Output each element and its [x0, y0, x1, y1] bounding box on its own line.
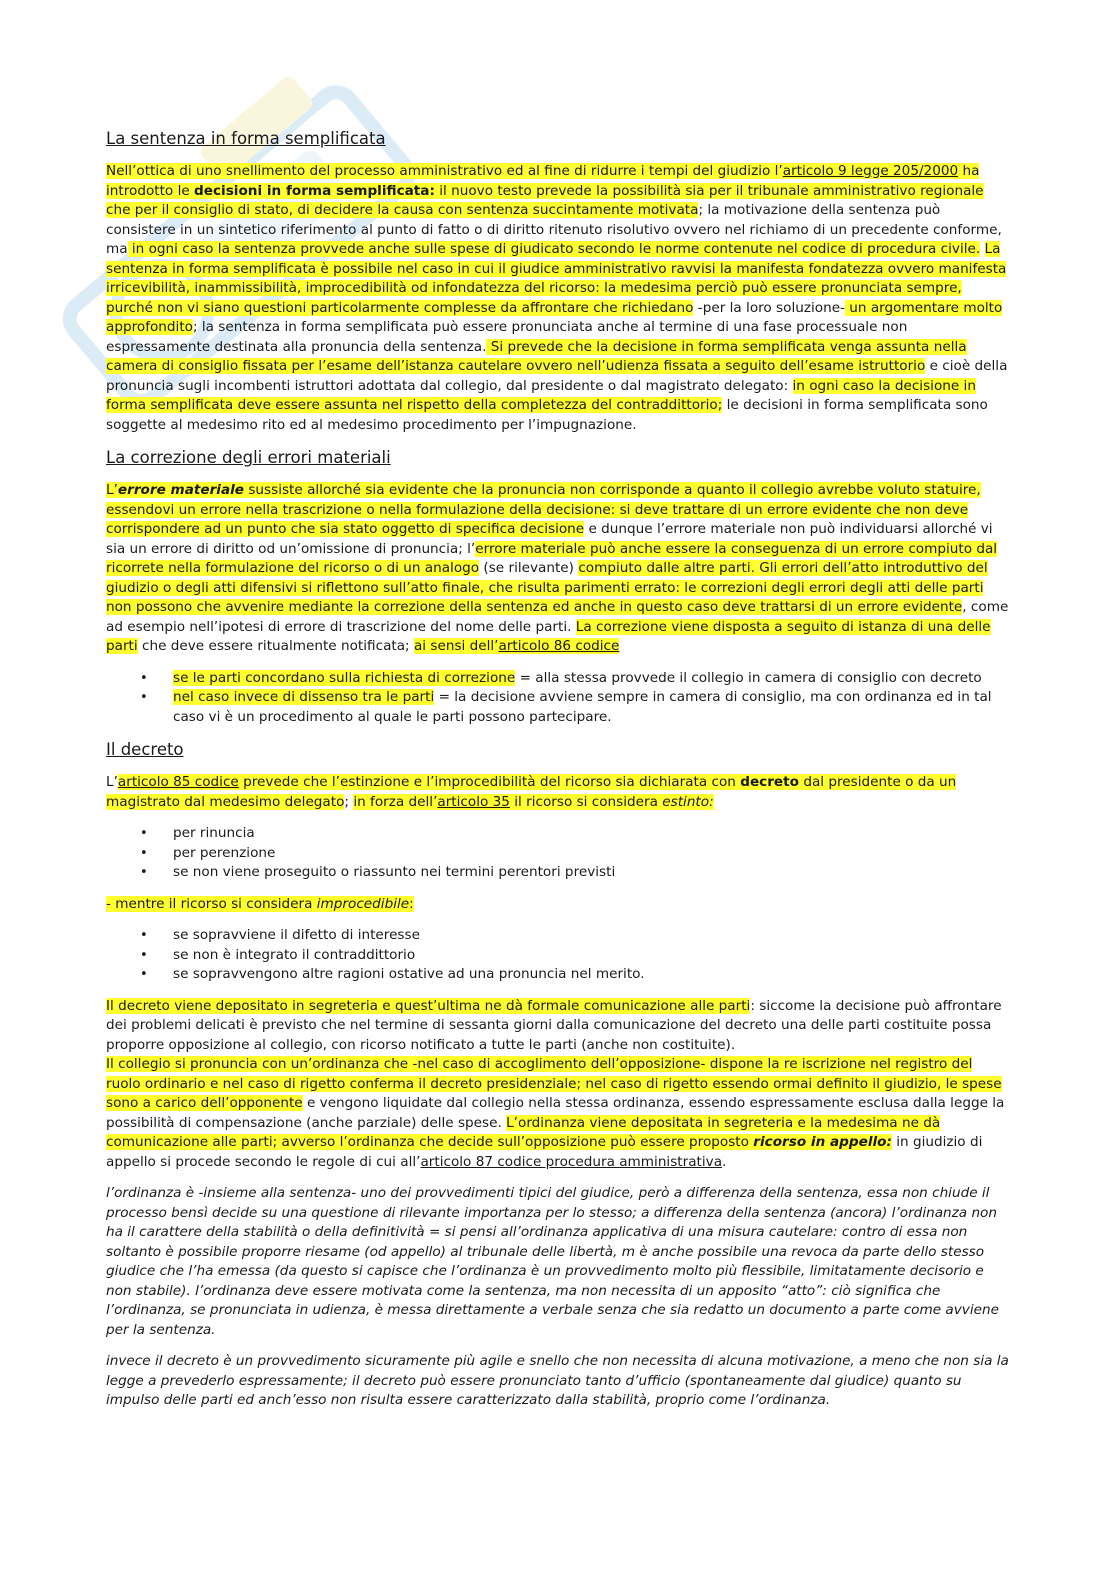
text-run: per rinuncia [173, 825, 255, 841]
text-run: , come ad esempio nell’ipotesi di errore di trascrizione del nome delle parti. [106, 599, 1009, 635]
text-run: L’ordinanza viene depositata in segreteria e la medesima ne dà comunicazione alle parti; avverso l’ordinanza che decide sull’opposizione può essere proposto [106, 1114, 941, 1150]
bullet-list-correzione [106, 669, 1011, 728]
text-run: La sentenza in forma semplificata è possibile nel caso in cui il giudice amministrativo ravvisi la manifesta fondatezza ovvero manifesta irricevibilità, inammissibilità, improcedibilità od infondatezza del ricorso: la medesima perciò può essere pronunciata sempre, purché non vi siano questioni particolarmente complesse da affrontare che richiedano [106, 241, 1007, 316]
list-item [106, 965, 1011, 985]
text-run: compiuto dalle altre parti. Gli errori dell’atto introduttivo del giudizio o degli atti difensivi si riflettono sull’atto finale, che risulta parimenti errato: le correzioni degli errori degli atti delle parti non possono che avvenire mediante la correzione della sentenza ed anche in questo caso deve trattarsi di un errore evidente [106, 560, 988, 615]
text-run: ha introdotto le [106, 163, 980, 199]
text-run: decisioni in forma semplificata: [194, 182, 435, 199]
text-run: (se rilevante) [479, 560, 579, 576]
text-run: in ogni caso la sentenza provvede anche sulle spese di giudicato secondo le norme contenute nel codice di procedura civile. [127, 241, 981, 257]
text-run: -per la loro soluzione- [693, 299, 845, 316]
list-item [106, 688, 1011, 727]
text-run: : [409, 895, 414, 912]
text-run: ai sensi dell’ [413, 638, 499, 654]
text-run: se sopravviene il difetto di interesse [173, 927, 420, 943]
text-run: ricorso in appello: [753, 1134, 892, 1150]
text-run: dal presidente o da un magistrato dal medesimo delegato [106, 774, 957, 810]
text-run: prevede che l’estinzione e l’improcedibilità del ricorso sia dichiarata con [238, 774, 741, 790]
text-run: Si prevede che la decisione in forma semplificata venga assunta nella camera di consiglio fissata per l’esame dell’istanza cautelare ovvero nell’udienza fissata a seguito dell’esame istruttorio [106, 338, 967, 374]
paragraph-correzione [106, 481, 1011, 657]
text-run: decreto [740, 774, 799, 790]
text-run: errore materiale [117, 482, 245, 498]
paragraph-decreto [106, 773, 1011, 812]
text-run: estinto: [662, 793, 714, 810]
text-run: e vengono liquidate dal collegio nella stessa ordinanza, essendo espressamente esclusa dalla legge la possibilità di compensazione (anche parziale) delle spese. [106, 1095, 1005, 1131]
text-run: un argomentare molto approfondito [106, 299, 1003, 335]
text-run: e cioè della pronuncia sugli incombenti istruttori adottata dal collegio, dal presidente o dal magistrato delegato: [106, 358, 1008, 394]
text-run: L’ [106, 774, 118, 790]
text-run: e dunque l’errore materiale non può individuarsi allorché vi sia un errore di diritto od un’omissione di pronuncia; l’ [106, 521, 993, 557]
paragraph-decreto-agile: invece il decreto è un provvedimento sicuramente più agile e snello che non necessita di alcuna motivazione, a meno che non sia la legge a prevederlo espressamente; il decreto può essere pronunciato tanto d’ufficio (spontaneamente dal giudice) quanto su impulso delle parti ed anch’esso non risulta essere caratterizzato dalla stabilità, proprio come l’ordinanza. [106, 1353, 1009, 1408]
text-run: se sopravvengono altre ragioni ostative ad una pronuncia nel merito. [173, 966, 645, 982]
list-item [106, 863, 1011, 883]
list-item [106, 946, 1011, 966]
paragraph-improcedibile [106, 895, 1011, 915]
text-run: - mentre il ricorso si considera [106, 895, 317, 912]
section-title-correzione: La correzione degli errori materiali [106, 448, 391, 467]
text-run: se non viene proseguito o riassunto nei termini perentori previsti [173, 864, 616, 880]
text-run: Il collegio si pronuncia con un’ordinanza che -nel caso di accoglimento dell’opposizione- dispone la re iscrizione nel registro del ruolo ordinario e nel caso di rigetto conferma il decreto presidenziale; nel caso di rigetto essendo ormai definito il giudizio, le spese sono a carico dell’opponente [106, 1056, 1002, 1111]
text-run: : siccome la decisione può affrontare dei problemi delicati è previsto che nel termine di sessanta giorni dalla comunicazione del decreto una delle parti costituite possa proporre opposizione al collegio, con ricorso notificato a tutte le parti (anche non costituite). [106, 997, 1002, 1053]
section-title-decreto: Il decreto [106, 740, 184, 759]
text-run: Il decreto viene depositato in segreteria e quest’ultima ne dà formale comunicazione alle parti [106, 997, 751, 1014]
text-run: L’ [106, 482, 118, 498]
text-run: in ogni caso la decisione in forma semplificata deve essere assunta nel rispetto della completezza del contraddittorio; [106, 377, 976, 413]
text-run: che deve essere ritualmente notificata; [137, 638, 414, 654]
paragraph-collegio [106, 1055, 1011, 1172]
text-run[interactable]: articolo 9 legge 205/2000 [782, 163, 959, 179]
bullet-list-improcedibile [106, 926, 1011, 985]
text-run: errore materiale può anche essere la conseguenza di un errore compiuto dal ricorrete nella formulazione del ricorso o di un analogo [106, 540, 998, 576]
text-run: Nell’ottica di uno snellimento del processo amministrativo ed al fine di ridurre i tempi del giudizio l’ [106, 163, 783, 179]
text-run: sussiste allorché sia evidente che la pronuncia non corrisponde a quanto il collegio avrebbe voluto statuire, essendovi un errore nella trascrizione o nella formulazione della decisione: si deve trattare di un errore evidente che non deve corrispondere ad un punto che sia stato oggetto di specifica decisione [106, 482, 981, 537]
text-run: il ricorso si considera [509, 793, 663, 810]
text-run[interactable]: articolo 87 codice procedura amministrativa [420, 1153, 723, 1170]
list-item [106, 844, 1011, 864]
text-run: in giudizio di appello si procede secondo le regole di cui all’ [106, 1134, 983, 1170]
text-run[interactable]: articolo 85 codice [117, 774, 239, 790]
section-title-sentenza: La sentenza in forma semplificata [106, 129, 386, 148]
text-run: il nuovo testo prevede la possibilità sia per il tribunale amministrativo regionale che per il consiglio di stato, di decidere la causa con sentenza succintamente motivata [106, 182, 984, 218]
list-item [106, 824, 1011, 844]
paragraph-deposito [106, 997, 1011, 1056]
paragraph-ordinanza: l’ordinanza è -insieme alla sentenza- uno dei provvedimenti tipici del giudice, però a differenza della sentenza, essa non chiude il processo bensì decide su una questione di rilevante importanza per lo stesso; a differenza della sentenza (ancora) l’ordinanza non ha il carattere della stabilità o della definitività = si pensi all’ordinanza applicativa di una misura cautelare: contro di essa non soltanto è possibile proporre riesame (od appello) al tribunale delle libertà, m è anche possibile una revoca da parte dello stesso giudice che l’ha emessa (da questo si capisce che l’ordinanza è un provvedimento molto più flessibile, limitatamente decisorio e non stabile). l’ordinanza deve essere motivata come la sentenza, ma non necessita di un apposito “atto”: ciò significa che l’ordinanza, se pronunciata in udienza, è messa direttamente a verbale senza che sia redatto un documento a parte come avviene per la sentenza. [106, 1185, 999, 1338]
text-run: per perenzione [173, 844, 276, 861]
text-run: se le parti concordano sulla richiesta di correzione [173, 669, 516, 686]
document-body [106, 128, 1011, 1423]
text-run[interactable]: articolo 35 [437, 793, 510, 810]
bullet-list-estinto [106, 824, 1011, 883]
text-run: in forza dell’ [353, 793, 438, 810]
text-run: ; la motivazione della sentenza può consistere in un sintetico riferimento al punto di fatto o di diritto ritenuto risolutivo ovvero nel richiamo di un precedente conforme, ma [106, 202, 1002, 257]
paragraph-sentenza [106, 162, 1011, 435]
text-run: . [722, 1153, 727, 1170]
text-run: ; [344, 793, 354, 810]
text-run: le decisioni in forma semplificata sono soggette al medesimo rito ed al medesimo procedimento per l’impugnazione. [106, 397, 988, 433]
text-run[interactable]: articolo 86 codice [498, 638, 620, 654]
text-run: La correzione viene disposta a seguito di istanza di una delle parti [106, 618, 991, 654]
text-run: ; la sentenza in forma semplificata può essere pronunciata anche al termine di una fase processuale non espressamente destinata alla pronuncia della sentenza. [106, 319, 908, 355]
text-run: se non è integrato il contraddittorio [173, 946, 416, 963]
list-item [106, 926, 1011, 946]
list-item [106, 669, 1011, 689]
text-run: = alla stessa provvede il collegio in camera di consiglio con decreto [515, 669, 982, 686]
text-run: = la decisione avviene sempre in camera di consiglio, ma con ordinanza ed in tal caso vi è un procedimento al quale le parti possono partecipare. [173, 689, 992, 725]
text-run: nel caso invece di dissenso tra le parti [173, 689, 435, 705]
text-run: improcedibile [316, 895, 410, 912]
text-run [980, 241, 984, 257]
